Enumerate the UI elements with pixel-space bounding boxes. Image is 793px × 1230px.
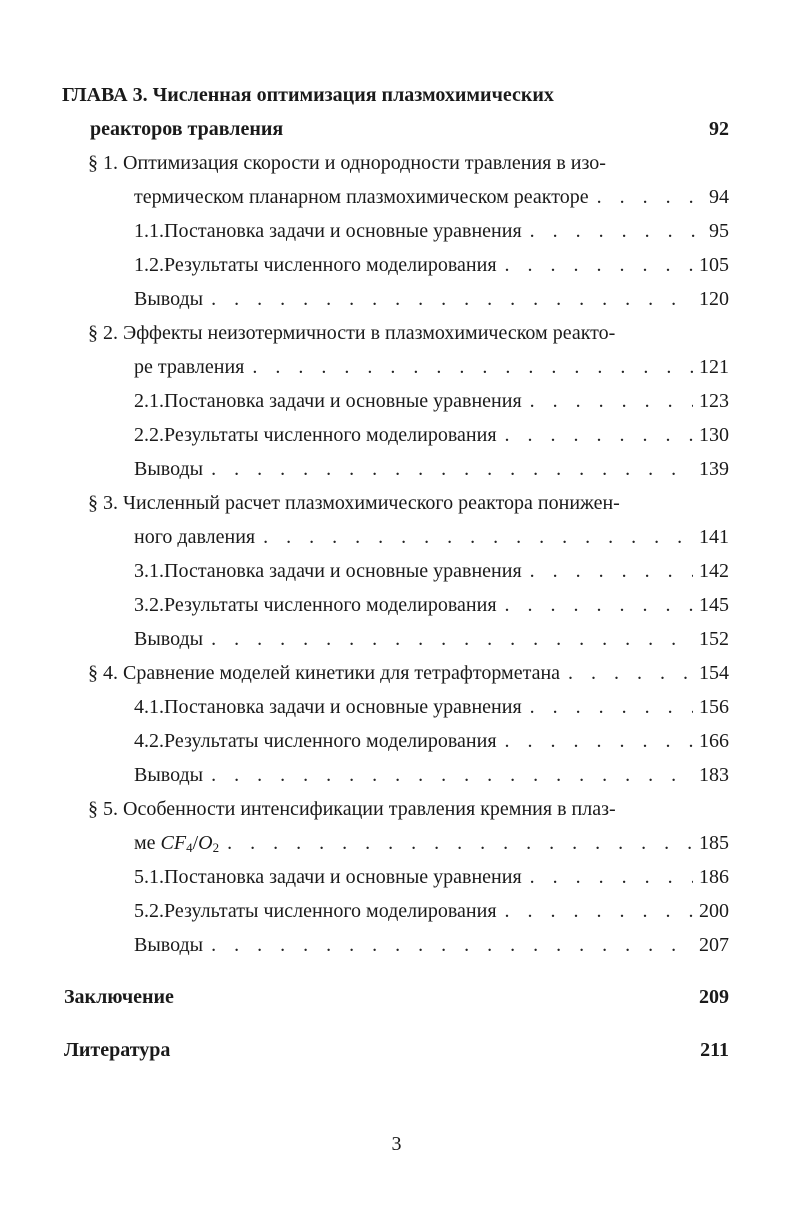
section-1-line1	[88, 150, 606, 176]
conclusions-title: Выводы	[134, 628, 204, 650]
subsection-title: Результаты численного моделирования	[164, 730, 497, 752]
subsection-title: Результаты численного моделирования	[164, 594, 497, 616]
section-5-line1	[88, 796, 616, 822]
subsection-title: Постановка задачи и основные уравнения	[164, 696, 522, 718]
page-number: 185	[699, 832, 729, 854]
leader-dots	[530, 388, 693, 414]
leader-dots	[227, 830, 693, 856]
subsection-title: Постановка задачи и основные уравнения	[164, 220, 522, 242]
section-title-cont: ре травления	[134, 356, 245, 378]
leader-dots	[530, 694, 693, 720]
section-title-cont: ме	[134, 832, 156, 854]
page-number: 105	[699, 254, 729, 276]
subsection-title: Результаты численного моделирования	[164, 424, 497, 446]
subsection-number: 3.1.	[134, 560, 164, 582]
toc-conclusion	[64, 984, 729, 1010]
section-4-line1	[88, 660, 729, 686]
leader-dots	[530, 864, 693, 890]
subsection-5-1	[134, 864, 729, 890]
chapter-title-line2	[90, 116, 729, 142]
leader-dots	[597, 184, 703, 210]
page-number: 183	[699, 764, 729, 786]
leader-dots	[211, 932, 693, 958]
subsection-2-2	[134, 422, 729, 448]
page-number: 154	[699, 662, 729, 684]
section-3-line2	[134, 524, 729, 550]
formula-part: O	[198, 832, 213, 854]
page-number: 211	[700, 1039, 729, 1061]
leader-dots	[505, 592, 693, 618]
subsection-number: 5.1.	[134, 866, 164, 888]
section-title-cont: ного давления	[134, 526, 256, 548]
page-number: 95	[709, 220, 729, 242]
leader-dots	[211, 456, 693, 482]
page-footer-number: 3	[391, 1133, 402, 1155]
subsection-number: 4.2.	[134, 730, 164, 752]
conclusions-4	[134, 762, 729, 788]
chapter-title-text: ГЛАВА 3. Численная оптимизация плазмохимических	[62, 84, 554, 106]
subsection-3-1	[134, 558, 729, 584]
conclusions-title: Выводы	[134, 458, 204, 480]
toc-literature	[64, 1037, 729, 1063]
page-number: 145	[699, 594, 729, 616]
subsection-4-2	[134, 728, 729, 754]
subsection-number: 5.2.	[134, 900, 164, 922]
subsection-number: 4.1.	[134, 696, 164, 718]
leader-dots	[530, 218, 703, 244]
page-number: 156	[699, 696, 729, 718]
subsection-title: Постановка задачи и основные уравнения	[164, 866, 522, 888]
leader-dots	[252, 354, 693, 380]
conclusions-title: Выводы	[134, 934, 204, 956]
subsection-1-1	[134, 218, 729, 244]
conclusion-title: Заключение	[64, 986, 174, 1008]
page-number: 209	[699, 986, 729, 1008]
subsection-title: Постановка задачи и основные уравнения	[164, 390, 522, 412]
chapter-title-text-2: реакторов травления	[90, 118, 284, 140]
subsection-title: Результаты численного моделирования	[164, 900, 497, 922]
leader-dots	[211, 626, 693, 652]
subsection-5-2	[134, 898, 729, 924]
leader-dots	[211, 286, 693, 312]
section-title: § 3. Численный расчет плазмохимического реактора понижен-	[88, 492, 620, 514]
subsection-title: Постановка задачи и основные уравнения	[164, 560, 522, 582]
leader-dots	[505, 898, 693, 924]
subsection-number: 2.2.	[134, 424, 164, 446]
formula-part: CF	[160, 832, 187, 854]
subsection-2-1	[134, 388, 729, 414]
subsection-number: 2.1.	[134, 390, 164, 412]
section-2-line2	[134, 354, 729, 380]
page-number: 207	[699, 934, 729, 956]
section-title: § 4. Сравнение моделей кинетики для тетрафторметана	[88, 662, 561, 684]
page-number: 141	[699, 526, 729, 548]
page-number: 123	[699, 390, 729, 412]
subsection-3-2	[134, 592, 729, 618]
page-number: 120	[699, 288, 729, 310]
page-number: 94	[709, 186, 729, 208]
leader-dots	[263, 524, 693, 550]
section-title: § 2. Эффекты неизотермичности в плазмохимическом реакто-	[88, 322, 616, 344]
conclusions-title: Выводы	[134, 288, 204, 310]
formula-cf4-o2	[156, 830, 220, 856]
subsection-4-1	[134, 694, 729, 720]
section-1-line2	[134, 184, 729, 210]
leader-dots	[505, 422, 693, 448]
section-5-line2	[134, 830, 729, 856]
page-number: 200	[699, 900, 729, 922]
leader-dots	[568, 660, 693, 686]
page-number: 130	[699, 424, 729, 446]
leader-dots	[530, 558, 693, 584]
literature-title: Литература	[64, 1039, 171, 1061]
leader-dots	[211, 762, 693, 788]
conclusions-1	[134, 286, 729, 312]
page-number: 186	[699, 866, 729, 888]
formula-subscript: 4	[186, 840, 193, 855]
conclusions-title: Выводы	[134, 764, 204, 786]
section-title: § 1. Оптимизация скорости и однородности травления в изо-	[88, 152, 606, 174]
conclusions-5	[134, 932, 729, 958]
subsection-1-2	[134, 252, 729, 278]
page-number: 142	[699, 560, 729, 582]
chapter-title-line1	[62, 82, 554, 108]
section-3-line1	[88, 490, 620, 516]
subsection-title: Результаты численного моделирования	[164, 254, 497, 276]
section-2-line1	[88, 320, 615, 346]
page-number: 152	[699, 628, 729, 650]
leader-dots	[505, 728, 693, 754]
conclusions-3	[134, 626, 729, 652]
section-title-cont: термическом планарном плазмохимическом реакторе	[134, 186, 589, 208]
subsection-number: 3.2.	[134, 594, 164, 616]
page-number: 121	[699, 356, 729, 378]
page-number: 139	[699, 458, 729, 480]
section-title: § 5. Особенности интенсификации травления кремния в плаз-	[88, 798, 616, 820]
subsection-number: 1.1.	[134, 220, 164, 242]
conclusions-2	[134, 456, 729, 482]
formula-subscript: 2	[212, 840, 220, 855]
chapter-page-number: 92	[709, 118, 729, 140]
formula-slash: /	[192, 832, 199, 854]
subsection-number: 1.2.	[134, 254, 164, 276]
page-number: 166	[699, 730, 729, 752]
leader-dots	[505, 252, 693, 278]
